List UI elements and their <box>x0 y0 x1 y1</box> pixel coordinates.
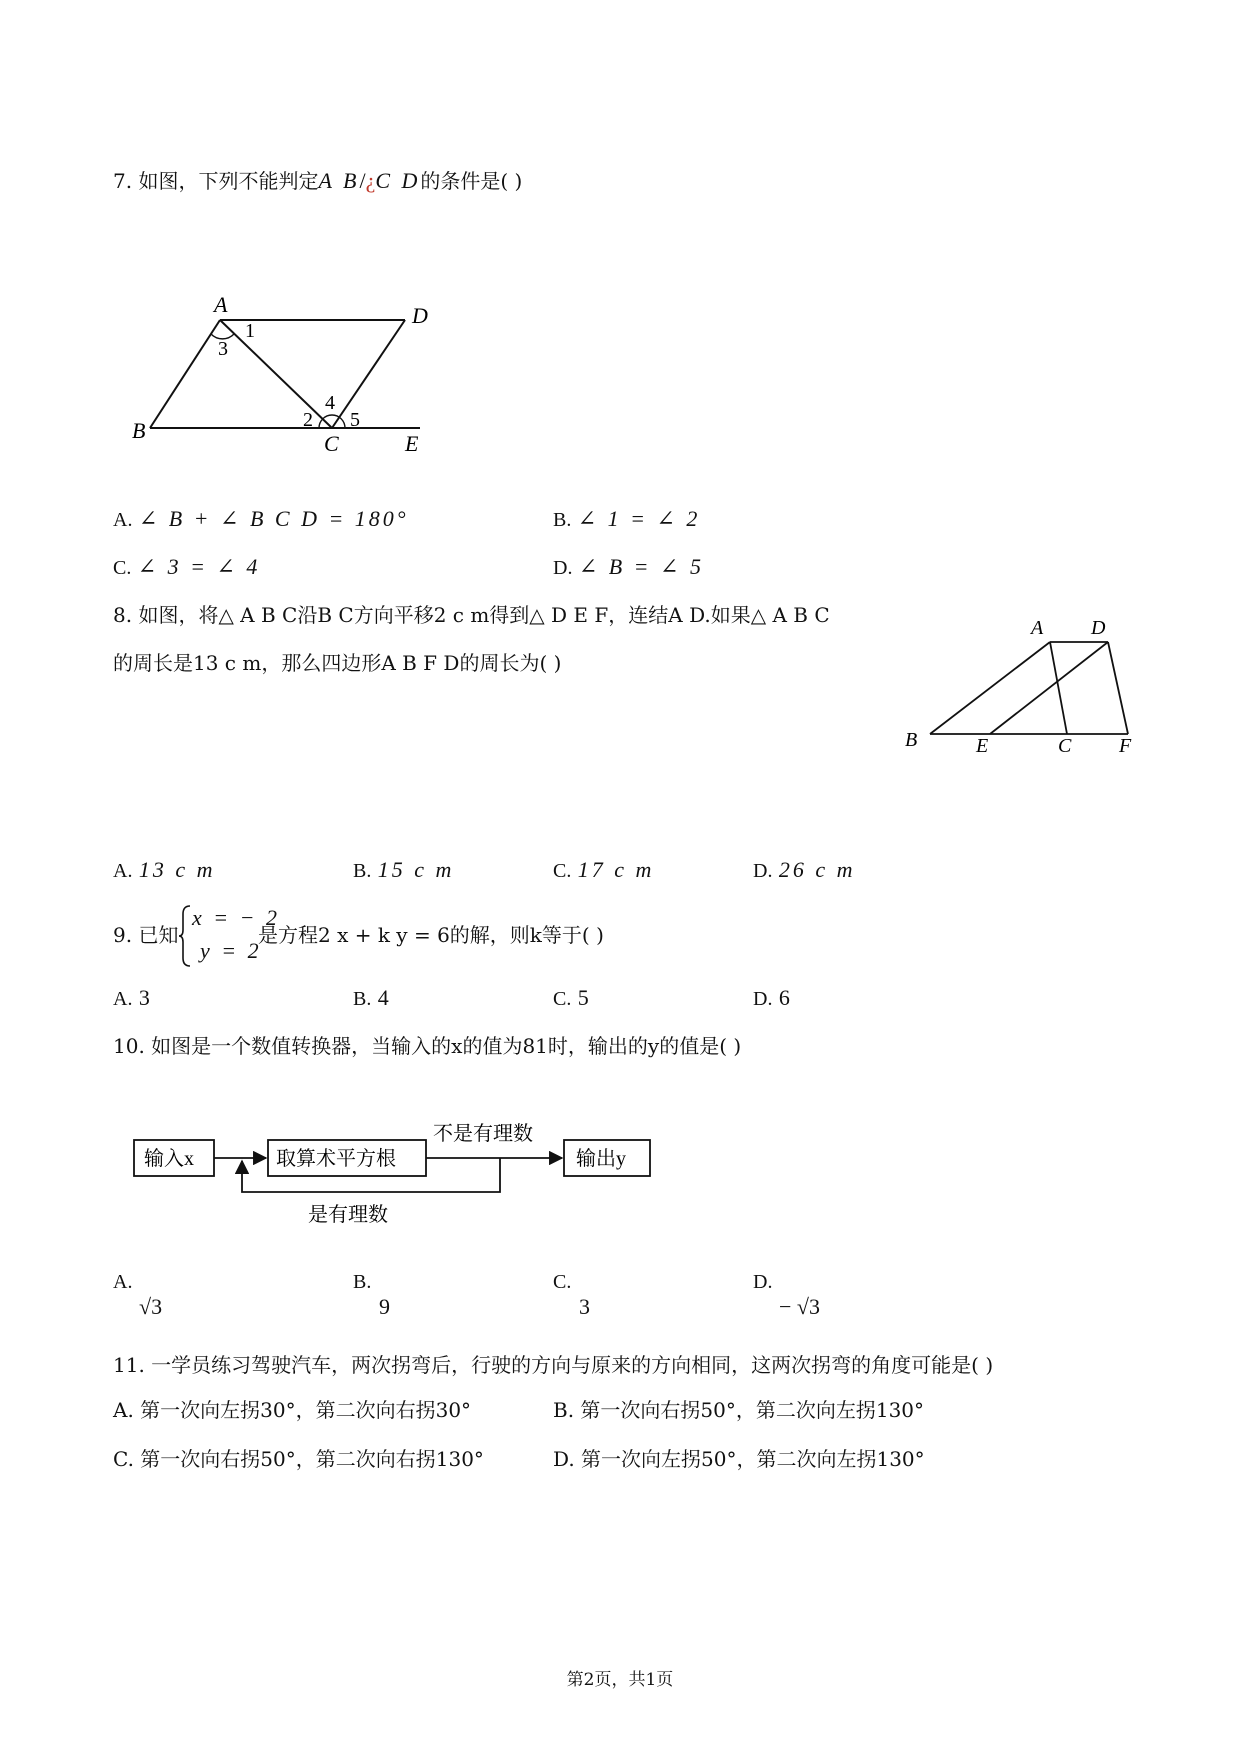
q8-label-C: C <box>1058 735 1072 757</box>
q9-system-line2: y = 2 <box>200 938 262 963</box>
q9-prefix: 9. 已知 <box>113 923 179 947</box>
q7-stem-cd: C D <box>375 168 421 193</box>
q7-option-a[interactable]: A. ∠ B + ∠ B C D = 180° <box>113 506 409 531</box>
q7-option-c[interactable]: C. ∠ 3 = ∠ 4 <box>113 554 261 579</box>
q7-stem-slash: / <box>359 168 366 193</box>
q11-option-b[interactable]: B. 第一次向右拐50°，第二次向左拐130° <box>553 1398 925 1422</box>
q10-is-rational-label: 是有理数 <box>308 1204 388 1226</box>
q7-label-E: E <box>405 431 419 456</box>
q8-label-E: E <box>976 735 989 757</box>
q7-label-B: B <box>132 418 146 443</box>
q9-option-a[interactable]: A. 3 <box>113 985 150 1010</box>
q11-option-c[interactable]: C. 第一次向右拐50°，第二次向右拐130° <box>113 1447 484 1471</box>
q7-label-A: A <box>214 292 228 317</box>
q8-label-F: F <box>1119 735 1132 757</box>
q7-stem-post: 的条件是( ) <box>420 169 523 193</box>
q7-angle-1: 1 <box>245 320 255 342</box>
q10-output-label: 输出y <box>576 1148 626 1170</box>
q10-input-label: 输入x <box>144 1148 194 1170</box>
q10-process-label: 取算术平方根 <box>276 1148 396 1170</box>
q8-stem-line1: 8. 如图，将△ A B C沿B C方向平移2 c m得到△ D E F，连结A D.如果△ A B C <box>113 603 830 627</box>
q7-label-D: D <box>412 303 428 328</box>
q10-stem: 10. 如图是一个数值转换器，当输入的x的值为81时，输出的y的值是( ) <box>113 1034 742 1058</box>
q8-option-a[interactable]: A. 13 c m <box>113 857 216 882</box>
q9-suffix: 是方程2 x + k y = 6的解，则k等于( ) <box>258 923 604 947</box>
q9-system-line1: x = − 2 <box>192 905 280 930</box>
q7-stem-ab: A B <box>318 168 360 193</box>
q11-option-d[interactable]: D. 第一次向左拐50°，第二次向左拐130° <box>553 1447 925 1471</box>
q7-angle-5: 5 <box>350 409 360 431</box>
q7-angle-3: 3 <box>218 338 228 360</box>
q8-label-B: B <box>905 729 918 751</box>
q7-angle-2: 2 <box>303 409 313 431</box>
q8-figure <box>905 615 1155 765</box>
q10-option-a[interactable]: A. √3 <box>113 1271 163 1319</box>
q7-stem-text: 7. 如图，下列不能判定 <box>113 169 319 193</box>
page-footer: 第2页，共1页 <box>566 1670 674 1690</box>
q7-angle-4: 4 <box>325 392 335 414</box>
q9-option-b[interactable]: B. 4 <box>353 985 389 1010</box>
q10-not-rational-label: 不是有理数 <box>433 1123 533 1145</box>
q7-option-d[interactable]: D. ∠ B = ∠ 5 <box>553 554 704 579</box>
q7-stem-garble: ¿ <box>365 168 376 193</box>
q8-option-c[interactable]: C. 17 c m <box>553 857 655 882</box>
q11-stem: 11. 一学员练习驾驶汽车，两次拐弯后，行驶的方向与原来的方向相同，这两次拐弯的角度可能是( ) <box>113 1353 994 1377</box>
q8-option-b[interactable]: B. 15 c m <box>353 857 455 882</box>
q10-flowchart <box>130 1110 670 1230</box>
q10-option-d[interactable]: D. − √3 <box>753 1271 820 1319</box>
q10-option-b[interactable]: B. 9 <box>353 1271 390 1319</box>
q7-stem <box>113 168 522 194</box>
q7-figure <box>120 285 440 465</box>
q9-option-c[interactable]: C. 5 <box>553 985 589 1010</box>
q9-brace <box>178 904 192 968</box>
q11-option-a[interactable]: A. 第一次向左拐30°，第二次向右拐30° <box>113 1398 472 1422</box>
q8-label-D: D <box>1091 617 1106 639</box>
q8-label-A: A <box>1031 617 1044 639</box>
q10-option-c[interactable]: C. 3 <box>553 1271 590 1319</box>
q8-option-d[interactable]: D. 26 c m <box>753 857 856 882</box>
q8-stem-line2: 的周长是13 c m，那么四边形A B F D的周长为( ) <box>113 651 562 675</box>
q7-option-b[interactable]: B. ∠ 1 = ∠ 2 <box>553 506 701 531</box>
q7-label-C: C <box>324 431 339 456</box>
q9-option-d[interactable]: D. 6 <box>753 985 790 1010</box>
